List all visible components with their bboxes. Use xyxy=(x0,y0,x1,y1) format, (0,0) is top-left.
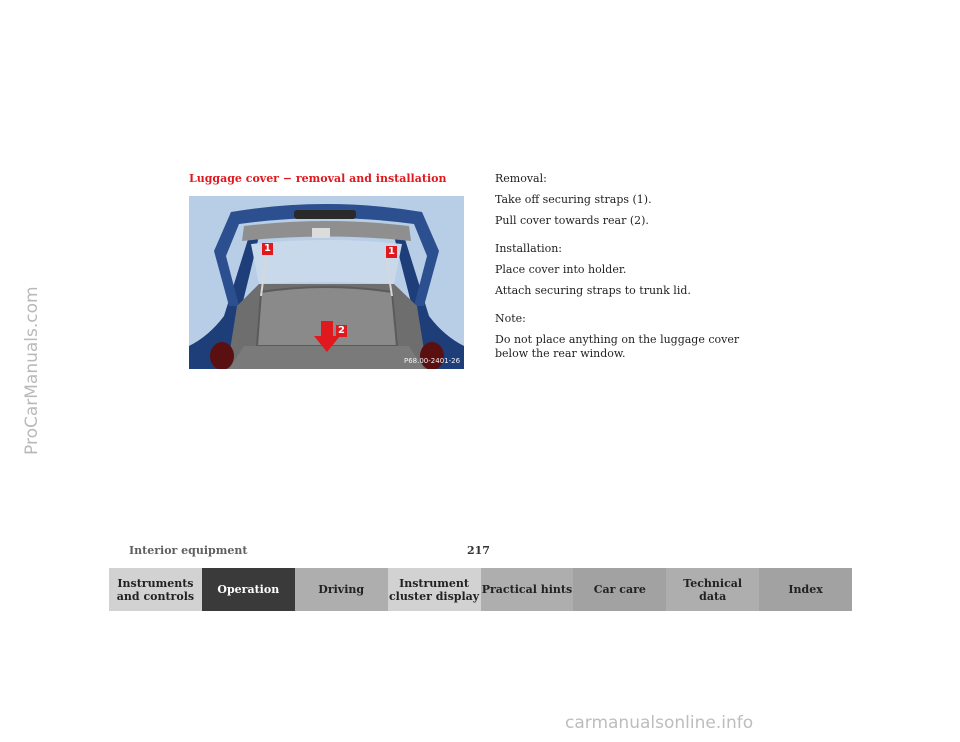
instruction-heading-note: Note: xyxy=(495,312,526,325)
instruction-step: Place cover into holder. xyxy=(495,263,627,276)
tab-instrument-cluster-display[interactable] xyxy=(388,568,481,611)
instructions-column xyxy=(495,172,785,361)
tab-driving[interactable] xyxy=(295,568,388,611)
luggage-cover-illustration xyxy=(189,196,464,369)
figure-code: P68.00-2401-26 xyxy=(404,357,461,365)
tab-label: Driving xyxy=(318,583,365,596)
tab-operation[interactable] xyxy=(202,568,295,611)
instruction-step: Pull cover towards rear (2). xyxy=(495,214,649,227)
figure-label-pull: 2 xyxy=(338,325,345,336)
tab-label: Operation xyxy=(217,583,280,596)
instruction-step: Take off securing straps (1). xyxy=(495,193,652,206)
tab-index[interactable] xyxy=(759,568,852,611)
tab-label: Practical hints xyxy=(481,583,573,596)
tab-practical-hints[interactable] xyxy=(481,568,574,611)
trunk-illustration xyxy=(189,196,464,369)
tab-label: Instrument cluster display xyxy=(388,576,480,603)
figure-label-strap-left: 1 xyxy=(264,243,271,254)
tab-label: Instruments and controls xyxy=(116,576,195,603)
tab-car-care[interactable] xyxy=(573,568,666,611)
page-number: 217 xyxy=(467,544,490,557)
tab-instruments-and-controls[interactable] xyxy=(109,568,202,611)
instruction-step: Attach securing straps to trunk lid. xyxy=(495,284,691,297)
instruction-heading-removal: Removal: xyxy=(495,172,547,185)
tab-label: Car care xyxy=(593,583,646,596)
chapter-nav-bar xyxy=(109,568,852,611)
section-title: Luggage cover − removal and installation xyxy=(189,172,447,185)
footer-section-name: Interior equipment xyxy=(129,544,248,557)
figure-label-strap-right: 1 xyxy=(388,246,395,257)
tab-label: Index xyxy=(788,583,823,596)
watermark-carmanualsonline: carmanualsonline.info xyxy=(565,713,754,733)
tab-technical-data[interactable] xyxy=(666,568,759,611)
watermark-procarmanuals: ProCarManuals.com xyxy=(22,286,42,455)
tab-label: Technical data xyxy=(683,576,743,603)
instruction-note-text: Do not place anything on the luggage cover below the rear window. xyxy=(495,333,740,360)
instruction-heading-installation: Installation: xyxy=(495,242,562,255)
